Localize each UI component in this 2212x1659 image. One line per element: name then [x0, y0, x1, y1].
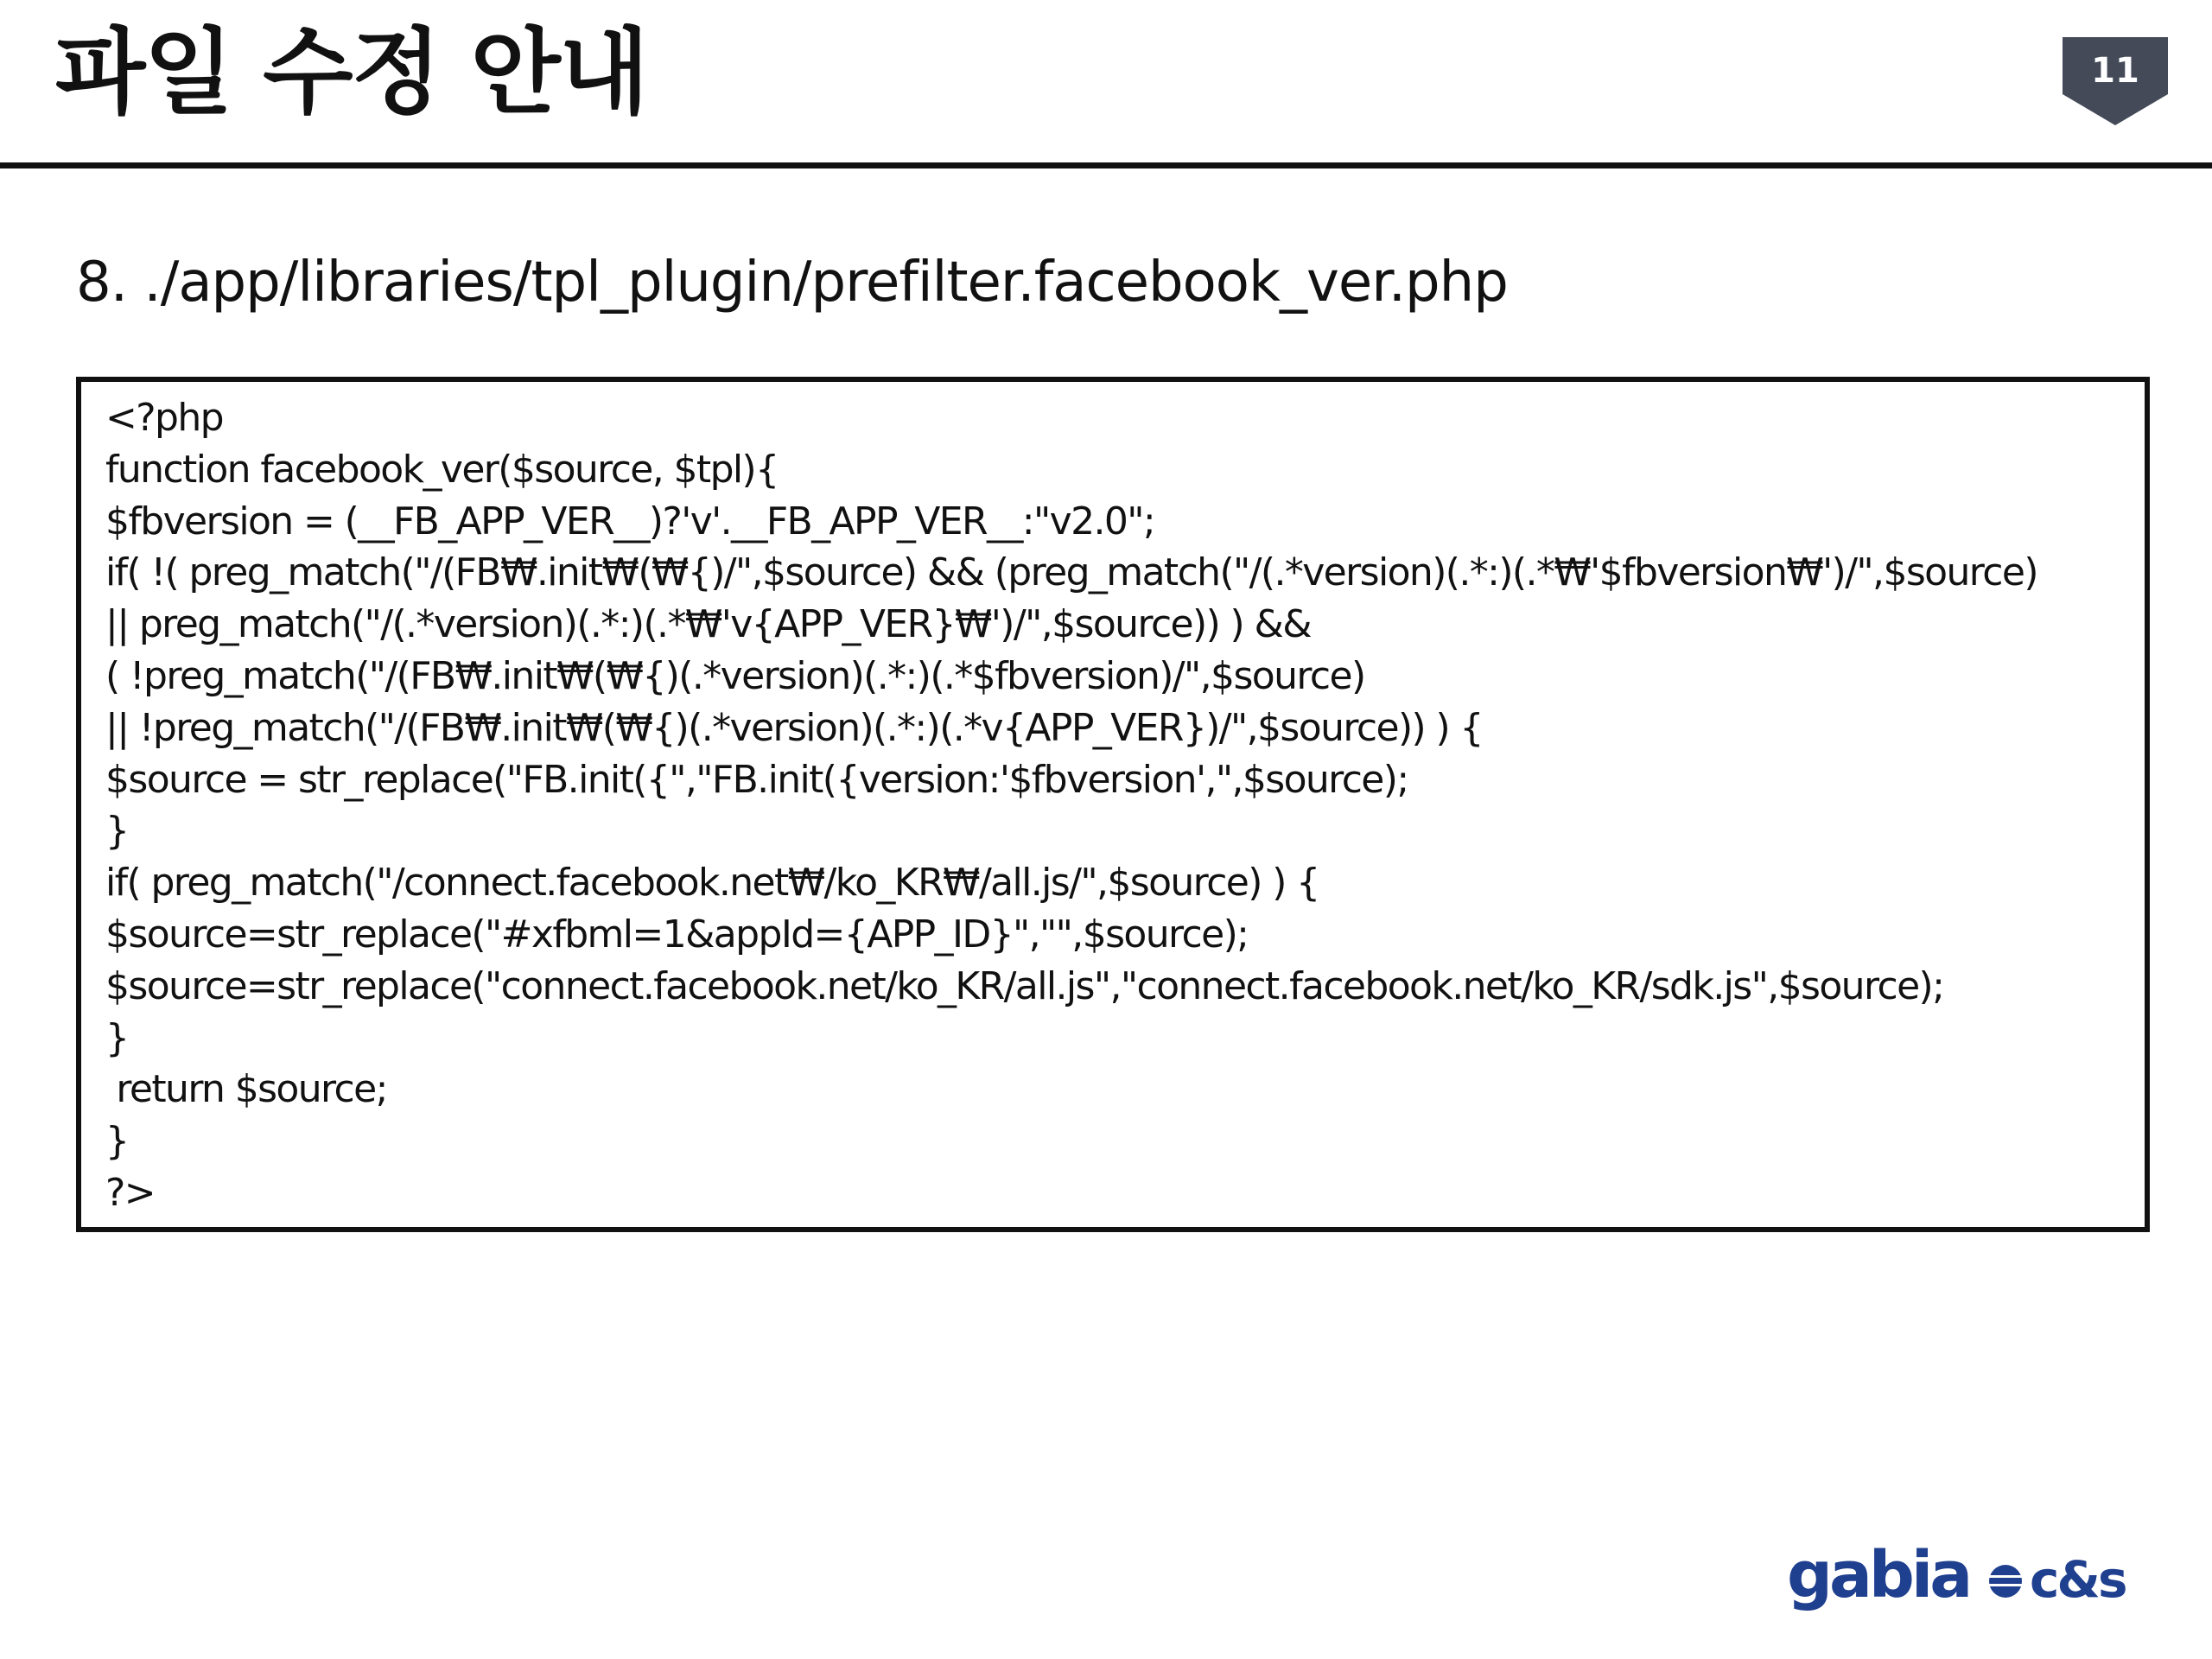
code-line: } [105, 1119, 129, 1164]
code-line: $source=str_replace("#xfbml=1&appId={APP_ID}","",$source); [105, 912, 1249, 957]
code-line: <?php [105, 396, 223, 440]
code-text [105, 392, 2037, 1219]
code-line: function facebook_ver($source, $tpl){ [105, 447, 779, 492]
file-path-heading: 8. ./app/libraries/tpl_plugin/prefilter.facebook_ver.php [76, 251, 1508, 315]
code-line: } [105, 809, 129, 854]
gabia-cs-logo [1787, 1543, 2150, 1630]
code-block [76, 377, 2150, 1232]
code-line: || preg_match("/(.*version)(.*:)(.*₩'v{APP_VER}₩')/",$source)) ) && [105, 602, 1311, 647]
code-line: return $source; [105, 1067, 387, 1112]
code-line: ?> [105, 1170, 156, 1215]
code-line: $fbversion = (__FB_APP_VER__)?'v'.__FB_APP_VER__:"v2.0"; [105, 499, 1155, 543]
code-line: ( !preg_match("/(FB₩.init₩(₩{)(.*version)(.*:)(.*$fbversion)/",$source) [105, 653, 1365, 698]
code-line: if( !( preg_match("/(FB₩.init₩(₩{)/",$source) && (preg_match("/(.*version)(.*:)(.*₩'$fbversion₩')/",$source) [105, 550, 2037, 595]
slide-title: 파일 수정 안내 [55, 19, 648, 127]
logo-suffix-text: c&s [2030, 1550, 2126, 1609]
title-divider [0, 162, 2212, 168]
code-line: $source=str_replace("connect.facebook.net/ko_KR/all.js","connect.facebook.net/ko_KR/sdk.js",$source); [105, 963, 1944, 1008]
page-number: 11 [2091, 51, 2139, 91]
code-line: if( preg_match("/connect.facebook.net₩/ko_KR₩/all.js/",$source) ) { [105, 861, 1319, 906]
logo-brand-text: gabia [1787, 1543, 1970, 1612]
code-line: $source = str_replace("FB.init({","FB.init({version:'$fbversion',",$source); [105, 757, 1408, 802]
code-line: } [105, 1015, 129, 1060]
logo-graphic [1787, 1543, 2150, 1630]
logo-globe-icon [1987, 1565, 2024, 1598]
page-number-badge [2063, 37, 2168, 125]
code-line: || !preg_match("/(FB₩.init₩(₩{)(.*version)(.*:)(.*v{APP_VER})/",$source)) ) { [105, 705, 1483, 750]
